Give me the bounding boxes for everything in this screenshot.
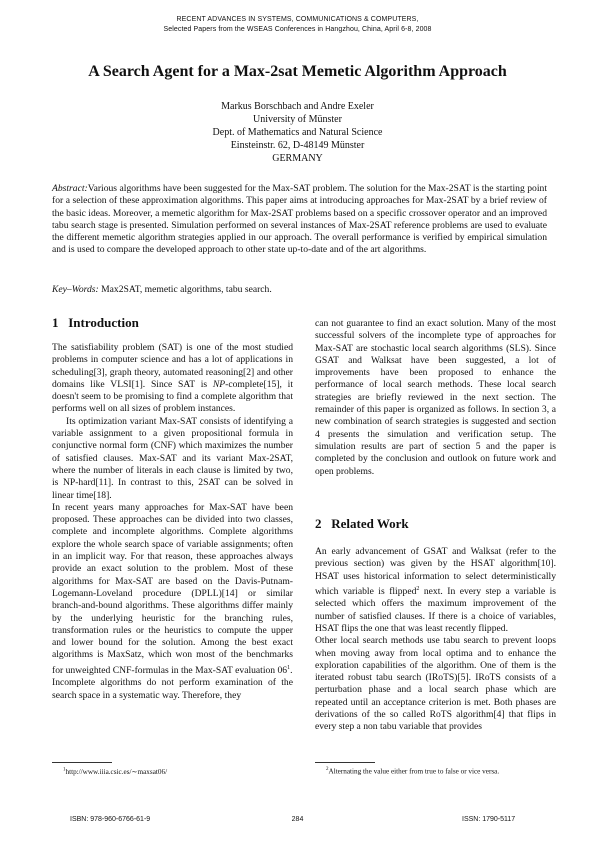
paragraph: Other local search methods use tabu search to prevent loops when moving away from local optima and to enhance the exploration capabilities of the algorithm. One of them is the iterated robust tabu search (IRoTS)[5]. IRoTS consists of a perturbation phase and a local search phase which are repeated until an acceptance criterion is met. Both phases are derivations of the so called RoTS algorithm[4] that flips in every step a non tabu variable that provides xyxy=(315,635,556,733)
right-column-related-work xyxy=(315,546,556,734)
text-run: next. In every step a variable is selected which offers the maximum improvement of the number of satisfied clauses. If there is a choice of variables, HSAT flips the one that was least recently flipped. xyxy=(315,586,556,634)
paper-title: A Search Agent for a Max-2sat Memetic Algorithm Approach xyxy=(88,63,507,80)
text-run: In recent years many approaches for Max-SAT have been proposed. These approaches can be divided into two classes, complete and incomplete algorithms. Complete algorithms explore the whole search space of variable assignments; often in an implicit way. For that reason, these approaches always provide an exact solution to the problem. Most of these algorithms for Max-SAT are based on the Davis-Putnam-Logemann-Loveland procedure (DPLL)[14] or similar branch-and-bound algorithms. These algorithms differ mainly by the underlying heuristic for the branching rules, transformation rules or the heuristics to compute the upper and lower bound for the solution. Among the best exact algorithms is MaxSatz, which won most of the benchmarks for unweighted CNF-formulas in the Max-SAT evaluation 06 xyxy=(52,501,293,676)
paragraph: Its optimization variant Max-SAT consists of identifying a variable assignment to a given propositional formula in conjunctive normal form (CNF) which maximizes the number of satisfied clauses. Max-SAT and its variant Max-2SAT, where the number of literals in each clause is limited by two, is NP-hard[11]. In contrast to this, 2SAT can be solved in linear time[18]. xyxy=(52,415,293,501)
text-run: . xyxy=(290,664,293,676)
author-affiliation: University of Münster xyxy=(253,114,342,125)
section-number: 1 xyxy=(52,315,59,330)
footnote-1 xyxy=(63,767,167,776)
author-country: GERMANY xyxy=(272,153,323,164)
footnote-text: http://www.iiia.csic.es/∼maxsat06/ xyxy=(65,768,168,776)
paragraph xyxy=(52,502,293,677)
keywords-label: Key–Words: xyxy=(52,284,99,295)
footnote-marker: 2 xyxy=(326,767,329,772)
footnote-marker: 1 xyxy=(287,664,291,671)
running-header-line2: Selected Papers from the WSEAS Conferences in Hangzhou, China, April 6-8, 2008 xyxy=(163,26,432,33)
section-title: Introduction xyxy=(68,315,139,330)
running-header-line1: RECENT ADVANCES IN SYSTEMS, COMMUNICATIONS & COMPUTERS, xyxy=(176,16,419,23)
footnote-text: Alternating the value either from true to false or vice versa. xyxy=(328,767,500,776)
footnote-marker: 1 xyxy=(63,767,66,773)
text-run: An early advancement of GSAT and Walksat (refer to the previous section) was given by the HSAT algorithm[10]. HSAT uses historical information to select deterministically which variable is flipped xyxy=(315,546,556,598)
author-department: Dept. of Mathematics and Natural Science xyxy=(212,127,383,138)
footer-isbn: ISBN: 978-960-6766-61-9 xyxy=(70,816,151,823)
footer-issn: ISSN: 1790-5117 xyxy=(462,816,516,823)
paragraph: can not guarantee to find an exact solution. Many of the most successful solvers of the incomplete type of approaches for Max-SAT are stochastic local search algorithms (SLS). Since GSAT and Walksat have been suggested, a lot of improvements have been proposed to enhance the performance of local search methods. These local search strategies are briefly reviewed in the next section. The remainder of this paper is organized as follows. In section 3, a new combination of search strategies is suggested and section 4 presents the simulation and verification setup. The simulation results are part of section 5 and the paper is completed by the conclusion and outlook on future work and open problems. xyxy=(315,318,556,477)
footnote-rule xyxy=(52,762,112,763)
footer-page-number: 284 xyxy=(291,816,304,823)
keywords xyxy=(52,284,547,295)
footnote-rule xyxy=(315,762,375,763)
section-title: Related Work xyxy=(331,516,409,531)
abstract-label: Abstract: xyxy=(52,183,88,194)
text-run: The satisfiability problem (SAT) is one of the most studied problems in computer science and has a lot of applications in scheduling[3], graph theory, automated reasoning[2] and other domains like VLSI[1]. Since SAT is xyxy=(52,342,293,390)
text-run: -complete[15], it doesn't seem to be promising to find a complete algorithm that performs well on all sizes of problem instances. xyxy=(52,378,294,415)
paragraph xyxy=(52,342,293,416)
author-address: Einsteinstr. 62, D-48149 Münster xyxy=(230,140,365,151)
abstract xyxy=(52,183,547,257)
section-number: 2 xyxy=(315,516,322,531)
keywords-text: Max2SAT, memetic algorithms, tabu search. xyxy=(101,284,272,295)
section-heading-introduction xyxy=(52,315,139,331)
paragraph: Incomplete algorithms do not perform examination of the search space in a systematic way. Therefore, they xyxy=(52,677,293,701)
author-names: Markus Borschbach and Andre Exeler xyxy=(221,101,374,112)
section-heading-related-work xyxy=(315,516,409,532)
footnote-2 xyxy=(326,767,499,775)
left-column xyxy=(52,342,293,702)
np-term: NP xyxy=(212,378,226,390)
footnote-marker: 2 xyxy=(416,585,420,592)
right-column-top xyxy=(315,318,556,478)
paragraph xyxy=(315,546,556,635)
abstract-text: Various algorithms have been suggested for the Max-SAT problem. The solution for the Max-2SAT is the starting point for a selection of these approximation algorithms. This paper aims at introducing approaches for Max-2SAT by a brief review of the basic ideas. Moreover, a memetic algorithm for Max-2SAT problems based on a specific crossover operator and an improved tabu search stage is presented. Simulation performed on several instances of Max-2SAT reference problems are used to evaluate the different memetic algorithm strategies applied in our approach. The overall performance is verified by empirical simulation and is used to compare the developed approach to other state up-to-date and of the art algorithms. xyxy=(52,183,547,256)
